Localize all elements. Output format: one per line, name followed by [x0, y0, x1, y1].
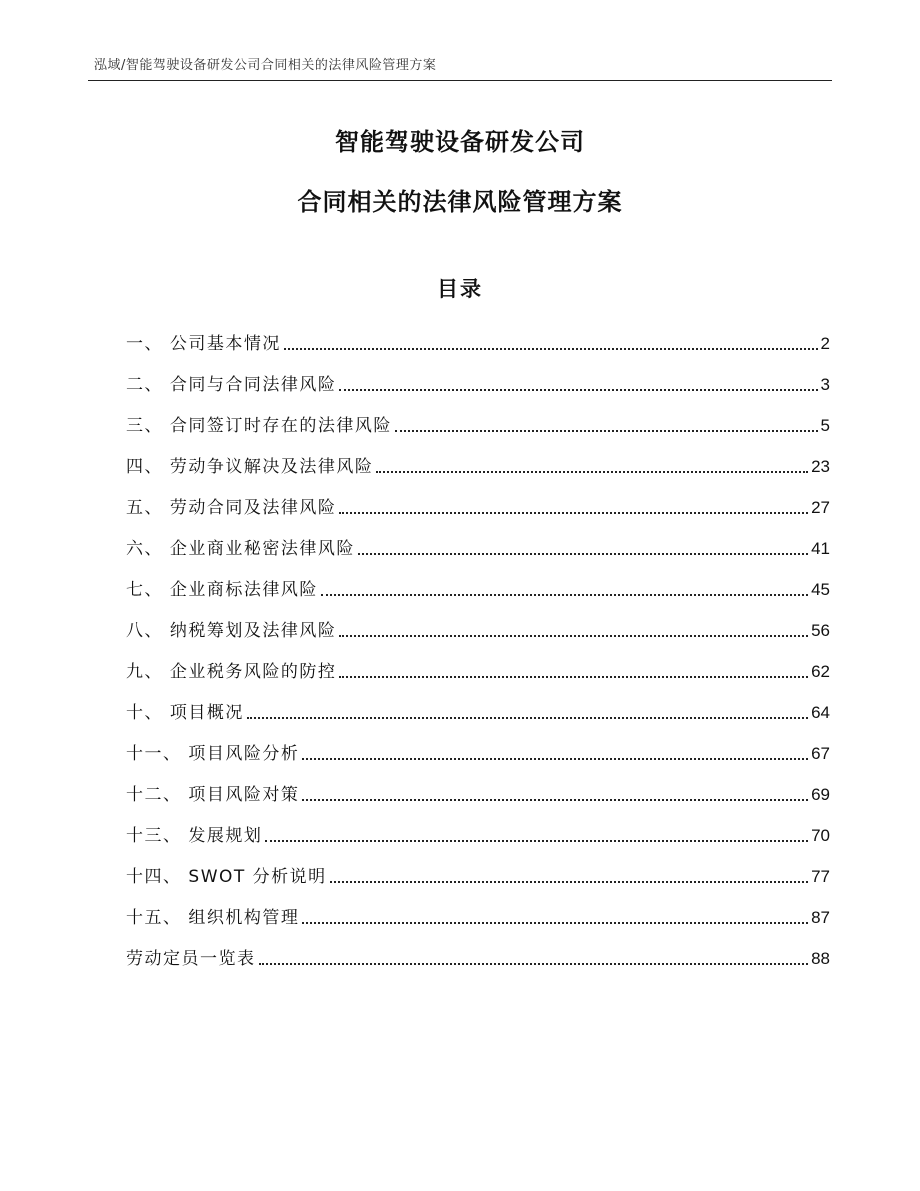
toc-entry[interactable]	[126, 443, 830, 484]
toc-entry-label: 十三、 发展规划	[126, 826, 263, 846]
toc-heading: 目录	[437, 277, 483, 301]
toc-entry-page: 45	[811, 580, 830, 599]
toc-entry-label: 三、 合同签订时存在的法律风险	[126, 416, 392, 436]
toc-entry-label: 十二、 项目风险对策	[126, 785, 300, 805]
toc-entry[interactable]	[126, 484, 830, 525]
toc-entry-page: 3	[820, 375, 830, 394]
toc-entry[interactable]	[126, 361, 830, 402]
toc-entry[interactable]	[126, 320, 830, 361]
toc-entry[interactable]	[126, 566, 830, 607]
toc-entry-page: 69	[811, 785, 830, 804]
table-of-contents	[126, 320, 830, 976]
toc-dot-leader	[339, 511, 808, 514]
toc-entry-label: 五、 劳动合同及法律风险	[126, 498, 337, 518]
toc-dot-leader	[247, 716, 808, 719]
toc-dot-leader	[376, 470, 808, 473]
toc-dot-leader	[265, 839, 808, 842]
toc-entry-label: 十五、 组织机构管理	[126, 908, 300, 928]
toc-entry-page: 56	[811, 621, 830, 640]
toc-entry-label: 十一、 项目风险分析	[126, 744, 300, 764]
toc-entry-page: 27	[811, 498, 830, 517]
toc-entry[interactable]	[126, 812, 830, 853]
toc-entry-page: 2	[820, 334, 830, 353]
toc-entry-label: 十、 项目概况	[126, 703, 244, 723]
toc-dot-leader	[302, 757, 808, 760]
toc-entry-label: 六、 企业商业秘密法律风险	[126, 539, 355, 559]
running-header: 泓域/智能驾驶设备研发公司合同相关的法律风险管理方案	[94, 58, 437, 73]
toc-dot-leader	[339, 634, 808, 637]
toc-entry-page: 77	[811, 867, 830, 886]
toc-entry[interactable]	[126, 648, 830, 689]
toc-dot-leader	[321, 593, 808, 596]
header-divider	[88, 80, 832, 81]
toc-entry[interactable]	[126, 730, 830, 771]
toc-entry-page: 88	[811, 949, 830, 968]
toc-entry-label: 劳动定员一览表	[126, 949, 256, 969]
toc-dot-leader	[330, 880, 808, 883]
toc-entry-page: 70	[811, 826, 830, 845]
toc-entry[interactable]	[126, 607, 830, 648]
toc-entry-page: 67	[811, 744, 830, 763]
toc-entry-label: 七、 企业商标法律风险	[126, 580, 318, 600]
toc-entry-label: 九、 企业税务风险的防控	[126, 662, 337, 682]
document-title-line-1: 智能驾驶设备研发公司	[335, 128, 585, 156]
toc-entry[interactable]	[126, 525, 830, 566]
toc-dot-leader	[339, 388, 817, 391]
toc-entry-label: 八、 纳税筹划及法律风险	[126, 621, 337, 641]
toc-entry-label: 二、 合同与合同法律风险	[126, 375, 337, 395]
toc-dot-leader	[302, 798, 808, 801]
document-title-line-2: 合同相关的法律风险管理方案	[297, 188, 623, 216]
toc-entry-label: 四、 劳动争议解决及法律风险	[126, 457, 374, 477]
toc-entry[interactable]	[126, 771, 830, 812]
toc-dot-leader	[302, 921, 808, 924]
toc-dot-leader	[284, 347, 818, 350]
toc-entry-page: 41	[811, 539, 830, 558]
toc-entry-page: 87	[811, 908, 830, 927]
toc-dot-leader	[358, 552, 808, 555]
toc-entry[interactable]	[126, 935, 830, 976]
toc-entry-page: 64	[811, 703, 830, 722]
toc-entry-label: 一、 公司基本情况	[126, 334, 281, 354]
toc-entry-page: 23	[811, 457, 830, 476]
toc-entry[interactable]	[126, 689, 830, 730]
toc-dot-leader	[259, 962, 809, 965]
toc-entry-page: 5	[820, 416, 830, 435]
toc-entry-label: 十四、 SWOT 分析说明	[126, 867, 327, 887]
toc-entry[interactable]	[126, 402, 830, 443]
toc-entry-page: 62	[811, 662, 830, 681]
toc-dot-leader	[395, 429, 818, 432]
toc-entry[interactable]	[126, 853, 830, 894]
toc-dot-leader	[339, 675, 808, 678]
toc-entry[interactable]	[126, 894, 830, 935]
